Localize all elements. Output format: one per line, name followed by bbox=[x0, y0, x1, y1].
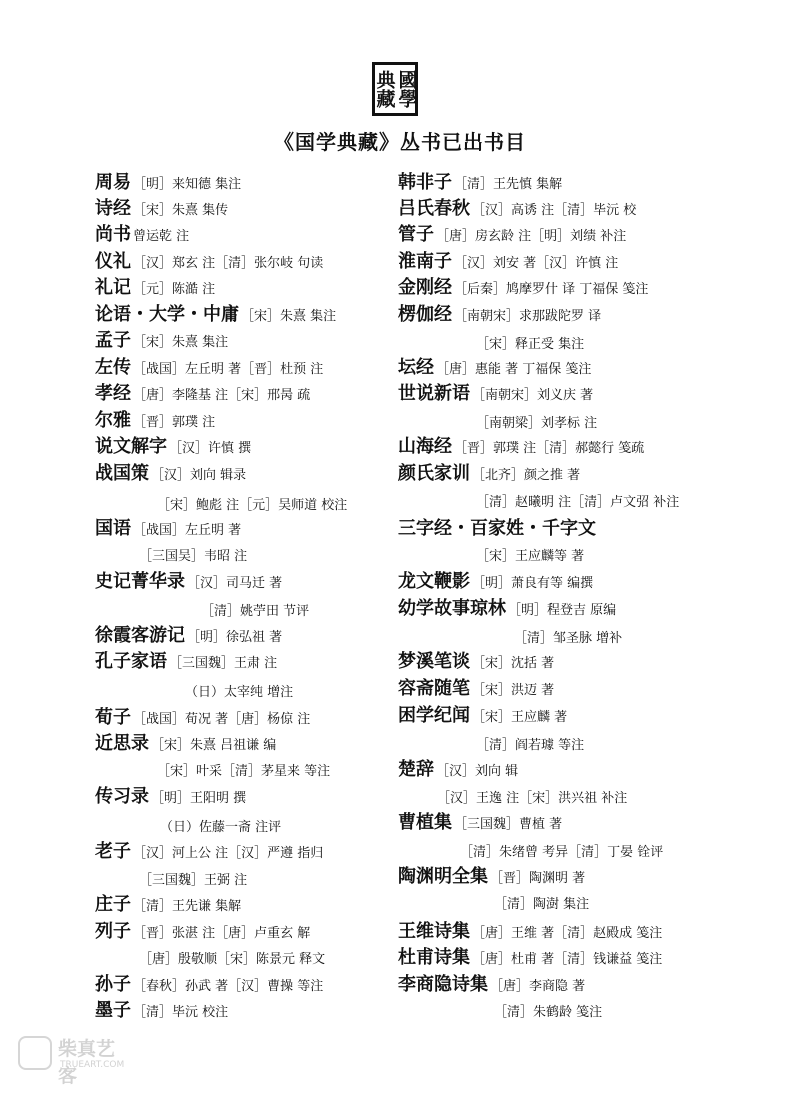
book-entry-continuation bbox=[494, 890, 589, 916]
book-title: 容斋随笔 bbox=[398, 678, 470, 699]
book-title: 尔雅 bbox=[95, 410, 131, 431]
book-entry bbox=[95, 623, 282, 649]
book-annotation: ［唐］殷敬顺［宋］陈景元 释文 bbox=[139, 952, 326, 967]
book-annotation: ［宋］朱熹 集注 bbox=[241, 309, 337, 324]
book-annotation: ［晋］郭璞 注 bbox=[133, 415, 216, 430]
book-entry bbox=[95, 355, 323, 381]
book-title: 山海经 bbox=[398, 436, 452, 457]
book-title: 列子 bbox=[95, 921, 131, 942]
book-entry bbox=[398, 516, 598, 542]
book-entry bbox=[95, 461, 246, 487]
book-entry bbox=[398, 972, 585, 998]
book-annotation: ［南朝宋］刘义庆 著 bbox=[472, 388, 594, 403]
book-annotation: ［汉］郑玄 注［清］张尔岐 句读 bbox=[133, 256, 324, 271]
book-annotation: ［唐］杜甫 著［清］钱谦益 笺注 bbox=[472, 952, 663, 967]
book-title: 龙文鞭影 bbox=[398, 571, 470, 592]
book-entry-continuation bbox=[476, 542, 584, 568]
book-title: 荀子 bbox=[95, 707, 131, 728]
book-annotation: ［清］陶澍 集注 bbox=[494, 897, 590, 912]
book-annotation: ［明］来知德 集注 bbox=[133, 177, 242, 192]
book-annotation: ［三国魏］曹植 著 bbox=[454, 817, 563, 832]
book-annotation: ［清］邹圣脉 增补 bbox=[514, 631, 623, 646]
book-entry bbox=[95, 919, 310, 945]
book-entry bbox=[398, 170, 562, 196]
book-entry bbox=[398, 461, 580, 487]
book-annotation: ［宋］叶采［清］茅星来 等注 bbox=[157, 764, 331, 779]
book-entry-continuation bbox=[460, 838, 663, 864]
book-entry bbox=[95, 408, 215, 434]
book-entry bbox=[95, 731, 276, 757]
book-title: 曹植集 bbox=[398, 812, 452, 833]
book-entry-continuation bbox=[139, 866, 247, 892]
book-entry bbox=[95, 839, 323, 865]
book-entry bbox=[398, 945, 662, 971]
book-annotation: ［唐］王维 著［清］赵殿成 笺注 bbox=[472, 926, 663, 941]
book-annotation: ［清］毕沅 校注 bbox=[133, 1005, 229, 1020]
book-annotation: ［战国］荀况 著［唐］杨倞 注 bbox=[133, 712, 311, 727]
book-title: 孙子 bbox=[95, 974, 131, 995]
book-annotation: ［宋］朱熹 集传 bbox=[133, 203, 229, 218]
book-entry bbox=[95, 222, 189, 248]
book-annotation: ［宋］朱熹 吕祖谦 编 bbox=[151, 738, 277, 753]
book-annotation: ［汉］司马迁 著 bbox=[187, 576, 283, 591]
book-annotation: ［清］姚苧田 节评 bbox=[201, 604, 310, 619]
book-entry bbox=[398, 864, 585, 890]
book-entry bbox=[95, 516, 241, 542]
book-entry bbox=[95, 196, 228, 222]
book-entry bbox=[95, 972, 323, 998]
book-annotation: ［元］陈澔 注 bbox=[133, 282, 216, 297]
book-title: 仪礼 bbox=[95, 251, 131, 272]
book-annotation: ［明］徐弘祖 著 bbox=[187, 630, 283, 645]
book-annotation: ［汉］许慎 撰 bbox=[169, 441, 252, 456]
book-annotation: ［汉］高诱 注［清］毕沅 校 bbox=[472, 203, 637, 218]
book-title: 说文解字 bbox=[95, 436, 167, 457]
book-entry bbox=[95, 784, 246, 810]
book-annotation: ［宋］鲍彪 注［元］吴师道 校注 bbox=[157, 498, 348, 513]
book-title: 楚辞 bbox=[398, 759, 434, 780]
book-title: 管子 bbox=[398, 224, 434, 245]
book-title: 论语・大学・中庸 bbox=[95, 304, 239, 325]
book-entry bbox=[398, 703, 567, 729]
book-annotation: ［宋］朱熹 集注 bbox=[133, 335, 229, 350]
book-entry bbox=[95, 249, 323, 275]
watermark-text: 柴真艺客 bbox=[58, 1038, 116, 1087]
book-annotation: ［宋］释正受 集注 bbox=[476, 337, 585, 352]
book-entry-continuation bbox=[514, 624, 622, 650]
book-title: 诗经 bbox=[95, 198, 131, 219]
book-title: 徐霞客游记 bbox=[95, 625, 185, 646]
book-entry bbox=[95, 328, 228, 354]
book-entry bbox=[95, 569, 282, 595]
book-title: 孔子家语 bbox=[95, 651, 167, 672]
book-annotation: ［宋］王应麟等 著 bbox=[476, 549, 585, 564]
book-entry bbox=[95, 302, 336, 328]
book-entry bbox=[398, 649, 554, 675]
seal-text-right: 國學 bbox=[395, 70, 418, 108]
book-annotation: ［汉］刘向 辑 bbox=[436, 764, 519, 779]
book-title: 杜甫诗集 bbox=[398, 947, 470, 968]
book-entry bbox=[95, 434, 251, 460]
book-entry bbox=[398, 596, 616, 622]
book-entry bbox=[398, 355, 591, 381]
book-entry bbox=[398, 275, 648, 301]
book-annotation: ［南朝宋］求那跋陀罗 译 bbox=[454, 309, 602, 324]
book-annotation: ［后秦］鸠摩罗什 译 丁福保 笺注 bbox=[454, 282, 649, 297]
book-annotation: ［晋］陶渊明 著 bbox=[490, 871, 586, 886]
book-title: 史记菁华录 bbox=[95, 571, 185, 592]
book-title: 颜氏家训 bbox=[398, 463, 470, 484]
book-title: 老子 bbox=[95, 841, 131, 862]
book-annotation: ［汉］河上公 注［汉］严遵 指归 bbox=[133, 846, 324, 861]
book-title: 礼记 bbox=[95, 277, 131, 298]
book-annotation: ［汉］王逸 注［宋］洪兴祖 补注 bbox=[437, 791, 628, 806]
book-title: 庄子 bbox=[95, 894, 131, 915]
book-entry-continuation bbox=[476, 731, 584, 757]
book-entry bbox=[95, 649, 277, 675]
seal-text-left: 典藏 bbox=[373, 70, 396, 108]
book-entry bbox=[398, 569, 593, 595]
book-annotation: ［春秋］孙武 著［汉］曹操 等注 bbox=[133, 979, 324, 994]
book-annotation: ［明］萧良有等 编撰 bbox=[472, 576, 594, 591]
book-entry bbox=[95, 275, 215, 301]
watermark-logo bbox=[18, 1030, 128, 1086]
book-entry-continuation bbox=[139, 542, 247, 568]
book-title: 韩非子 bbox=[398, 172, 452, 193]
book-annotation: ［清］王先慎 集解 bbox=[454, 177, 563, 192]
book-entry bbox=[398, 302, 601, 328]
book-entry bbox=[398, 434, 644, 460]
book-entry-continuation bbox=[494, 998, 602, 1024]
book-annotation: ［战国］左丘明 著［晋］杜预 注 bbox=[133, 362, 324, 377]
watermark-subtext: TRUEART.COM bbox=[60, 1060, 125, 1070]
book-entry-continuation bbox=[476, 488, 679, 514]
book-annotation: ［汉］刘安 著［汉］许慎 注 bbox=[454, 256, 619, 271]
book-annotation: ［战国］左丘明 著 bbox=[133, 523, 242, 538]
book-annotation: ［唐］房玄龄 注［明］刘绩 补注 bbox=[436, 229, 627, 244]
book-title: 左传 bbox=[95, 357, 131, 378]
book-entry bbox=[95, 705, 310, 731]
book-title: 楞伽经 bbox=[398, 304, 452, 325]
book-entry bbox=[398, 919, 662, 945]
book-entry bbox=[95, 892, 241, 918]
book-title: 王维诗集 bbox=[398, 921, 470, 942]
book-title: 幼学故事琼林 bbox=[398, 598, 506, 619]
book-entry-continuation bbox=[437, 784, 627, 810]
book-entry-continuation bbox=[185, 678, 293, 704]
book-annotation: ［清］王先谦 集解 bbox=[133, 899, 242, 914]
book-title: 国语 bbox=[95, 518, 131, 539]
book-title: 近思录 bbox=[95, 733, 149, 754]
page-title: 《国学典藏》丛书已出书目 bbox=[274, 130, 526, 154]
book-title: 困学纪闻 bbox=[398, 705, 470, 726]
book-entry-continuation bbox=[139, 945, 325, 971]
book-title: 战国策 bbox=[95, 463, 149, 484]
watermark-logo-icon bbox=[18, 1036, 52, 1070]
book-title: 淮南子 bbox=[398, 251, 452, 272]
book-entry bbox=[398, 381, 593, 407]
book-entry bbox=[95, 170, 241, 196]
book-annotation: ［明］王阳明 撰 bbox=[151, 791, 247, 806]
book-annotation: ［宋］沈括 著 bbox=[472, 656, 555, 671]
book-annotation: ［清］阎若璩 等注 bbox=[476, 738, 585, 753]
book-annotation: ［清］赵曦明 注［清］卢文弨 补注 bbox=[476, 495, 680, 510]
book-annotation: ［唐］李隆基 注［宋］邢昺 疏 bbox=[133, 388, 311, 403]
book-entry-continuation bbox=[201, 597, 309, 623]
book-entry-continuation bbox=[157, 757, 330, 783]
book-annotation: ［唐］惠能 著 丁福保 笺注 bbox=[436, 362, 592, 377]
book-title: 坛经 bbox=[398, 357, 434, 378]
book-annotation: ［明］程登吉 原编 bbox=[508, 603, 617, 618]
book-title: 孟子 bbox=[95, 330, 131, 351]
book-annotation: ［南朝梁］刘孝标 注 bbox=[476, 416, 598, 431]
book-annotation: ［汉］刘向 辑录 bbox=[151, 468, 247, 483]
book-title: 墨子 bbox=[95, 1000, 131, 1021]
book-annotation: ［三国魏］王肃 注 bbox=[169, 656, 278, 671]
book-annotation: ［三国魏］王弼 注 bbox=[139, 873, 248, 888]
book-title: 传习录 bbox=[95, 786, 149, 807]
book-entry bbox=[398, 757, 518, 783]
book-entry bbox=[398, 249, 618, 275]
book-entry-continuation bbox=[160, 813, 281, 839]
book-annotation: ［晋］张湛 注［唐］卢重玄 解 bbox=[133, 926, 311, 941]
book-annotation: ［晋］郭璞 注［清］郝懿行 笺疏 bbox=[454, 441, 645, 456]
book-annotation: ［唐］李商隐 著 bbox=[490, 979, 586, 994]
book-title: 尚书 bbox=[95, 224, 131, 245]
book-annotation: （日）佐藤一斋 注评 bbox=[160, 820, 282, 835]
book-annotation: 曾运乾 注 bbox=[133, 229, 190, 244]
book-entry bbox=[398, 196, 636, 222]
book-annotation: ［宋］王应麟 著 bbox=[472, 710, 568, 725]
book-entry bbox=[398, 810, 562, 836]
book-title: 梦溪笔谈 bbox=[398, 651, 470, 672]
book-entry bbox=[398, 676, 554, 702]
book-annotation: ［宋］洪迈 著 bbox=[472, 683, 555, 698]
book-annotation: （日）太宰纯 增注 bbox=[185, 685, 294, 700]
book-entry-continuation bbox=[476, 409, 597, 435]
book-title: 孝经 bbox=[95, 383, 131, 404]
book-title: 陶渊明全集 bbox=[398, 866, 488, 887]
book-annotation: ［三国吴］韦昭 注 bbox=[139, 549, 248, 564]
book-annotation: ［北齐］颜之推 著 bbox=[472, 468, 581, 483]
book-entry bbox=[95, 998, 228, 1024]
book-entry-continuation bbox=[476, 330, 584, 356]
book-title: 三字经・百家姓・千字文 bbox=[398, 518, 596, 539]
book-title: 金刚经 bbox=[398, 277, 452, 298]
book-annotation: ［清］朱鹤龄 笺注 bbox=[494, 1005, 603, 1020]
book-title: 周易 bbox=[95, 172, 131, 193]
guoxue-diancang-seal bbox=[372, 62, 418, 116]
book-entry bbox=[398, 222, 626, 248]
book-entry bbox=[95, 381, 310, 407]
book-entry-continuation bbox=[157, 491, 347, 517]
book-title: 吕氏春秋 bbox=[398, 198, 470, 219]
book-annotation: ［清］朱绪曾 考异［清］丁晏 铨评 bbox=[460, 845, 664, 860]
book-title: 李商隐诗集 bbox=[398, 974, 488, 995]
book-title: 世说新语 bbox=[398, 383, 470, 404]
